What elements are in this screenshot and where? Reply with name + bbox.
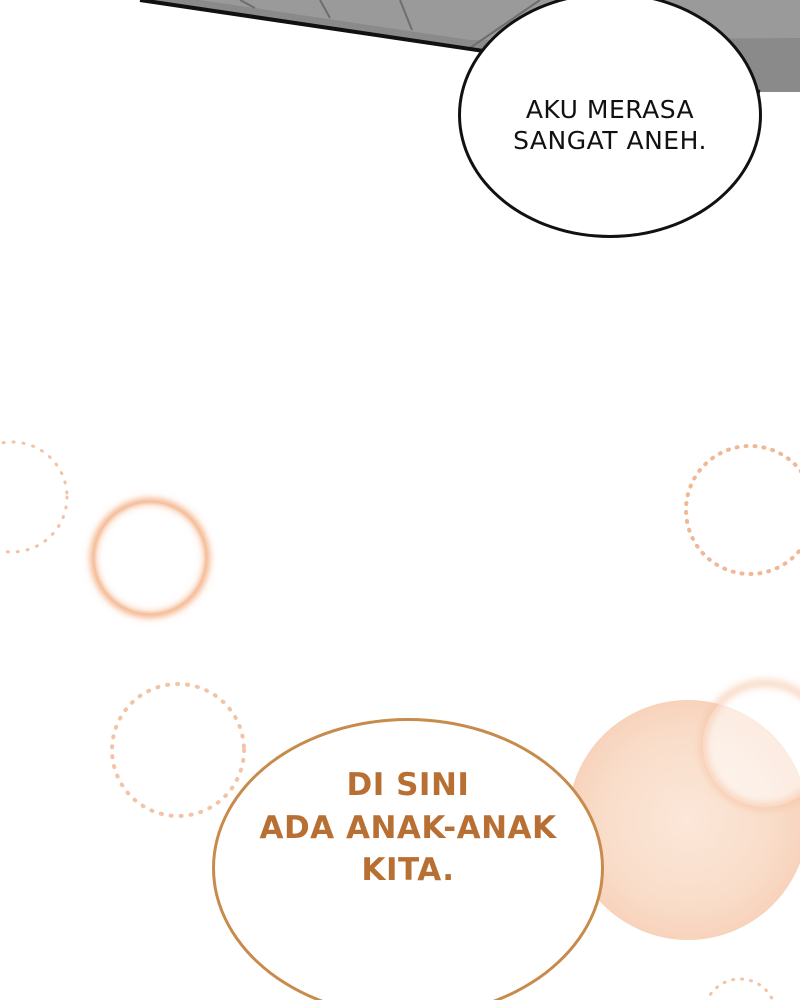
sparkle-ring-lower-left (112, 684, 244, 816)
bubble-text-line: KITA. (361, 852, 455, 889)
bubble-text-line: ADA ANAK-ANAK (259, 809, 557, 846)
bubble-text-line: DI SINI (346, 766, 470, 803)
sparkle-ring-bottom-right (704, 979, 776, 1000)
sparkle-ring-right (686, 446, 800, 574)
sparkle-ring-left (0, 442, 67, 552)
speech-bubble-bottom (212, 718, 604, 1000)
glow-ring (86, 494, 214, 622)
bubble-text-line: SANGAT ANEH. (513, 126, 707, 155)
bubble-text-line: AKU MERASA (525, 94, 695, 124)
speech-bubble-top (458, 0, 762, 238)
light-orb (568, 683, 800, 940)
